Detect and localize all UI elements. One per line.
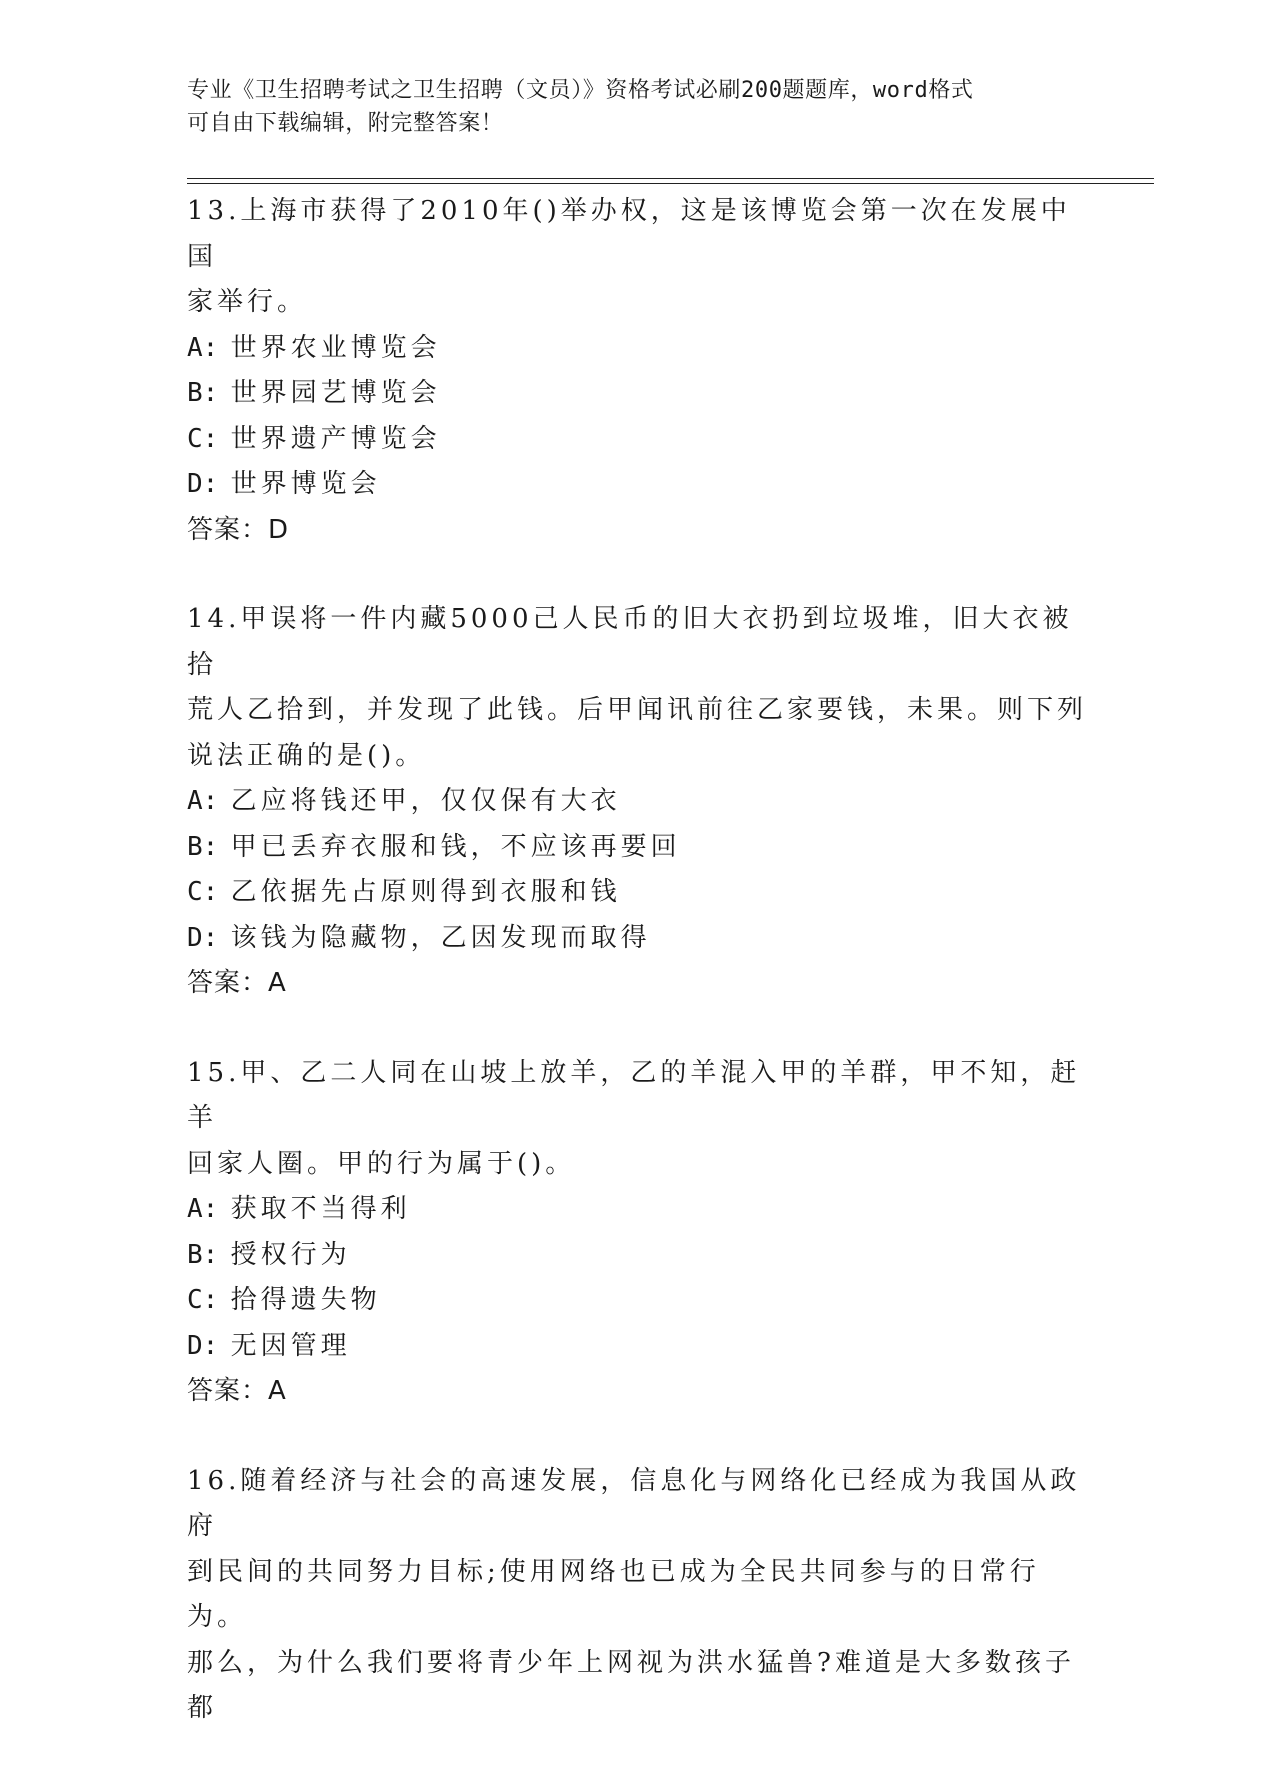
header-rule-bottom [187,183,1154,184]
option-text: 获取不当得利 [230,1194,411,1224]
header-rule-top [187,178,1154,179]
answer-line: 答案：A [187,1376,287,1406]
header-line-1: 专业《卫生招聘考试之卫生招聘（文员）》资格考试必刷200题题库，word格式 [187,78,974,103]
option-letter: D: [187,469,219,499]
question-15 [187,1051,1087,1415]
option-b [187,371,1087,417]
question-14 [187,597,1087,1007]
option-text: 甲已丢弃衣服和钱，不应该再要回 [230,831,681,862]
question-stem-line: 到民间的共同努力目标;使用网络也已成为全民共同参与的日常行为。 [187,1556,1040,1632]
option-letter: A: [187,332,219,363]
answer-line: 答案：D [187,514,290,545]
question-13 [187,189,1087,553]
option-a [187,1187,1087,1233]
option-letter: C: [187,877,219,907]
question-stem-line: 15.甲、乙二人同在山坡上放羊，乙的羊混入甲的羊群，甲不知，赶羊 [187,1057,1081,1133]
option-text: 无因管理 [230,1330,351,1361]
option-text: 该钱为隐藏物，乙因发现而取得 [230,922,651,953]
question-stem-line: 16.随着经济与社会的高速发展，信息化与网络化已经成为我国从政府 [187,1465,1081,1541]
option-c [187,417,1087,463]
option-letter: A: [187,786,219,816]
option-text: 乙应将钱还甲，仅仅保有大衣 [230,786,621,816]
option-letter: B: [187,378,219,408]
option-a [187,779,1087,825]
question-stem-line: 荒人乙拾到，并发现了此钱。后甲闻讯前往乙家要钱，未果。则下列 [187,695,1088,725]
header-line-2: 可自由下载编辑，附完整答案！ [187,111,504,136]
option-b [187,825,1087,871]
question-stem-line: 说法正确的是()。 [187,740,426,771]
option-d [187,1324,1087,1370]
option-text: 世界遗产博览会 [230,423,441,454]
option-letter: D: [187,922,219,953]
option-b [187,1233,1087,1279]
option-letter: B: [187,1239,219,1270]
option-text: 拾得遗失物 [230,1285,381,1315]
option-text: 世界博览会 [230,469,381,499]
option-text: 授权行为 [230,1239,351,1270]
option-letter: A: [187,1194,219,1224]
option-c [187,870,1087,916]
option-c [187,1278,1087,1324]
question-stem-line: 那么，为什么我们要将青少年上网视为洪水猛兽?难道是大多数孩子都 [187,1647,1075,1723]
question-stem-line: 13.上海市获得了2010年()举办权，这是该博览会第一次在发展中国 [187,196,1071,272]
option-text: 乙依据先占原则得到衣服和钱 [230,877,621,907]
question-list [187,189,1087,1776]
option-d [187,916,1087,962]
option-letter: C: [187,1285,219,1315]
document-header [187,74,1067,140]
option-d [187,462,1087,508]
question-stem-line: 回家人圈。甲的行为属于()。 [187,1148,576,1179]
option-a [187,326,1087,372]
option-text: 世界农业博览会 [230,332,441,363]
answer-line: 答案：A [187,968,287,998]
question-stem-line: 14.甲误将一件内藏5000己人民币的旧大衣扔到垃圾堆，旧大衣被拾 [187,604,1073,680]
option-letter: C: [187,423,219,454]
option-text: 世界园艺博览会 [230,378,441,408]
option-letter: B: [187,831,219,862]
option-letter: D: [187,1330,219,1361]
question-stem-line: 家举行。 [187,287,308,317]
question-16 [187,1459,1087,1732]
